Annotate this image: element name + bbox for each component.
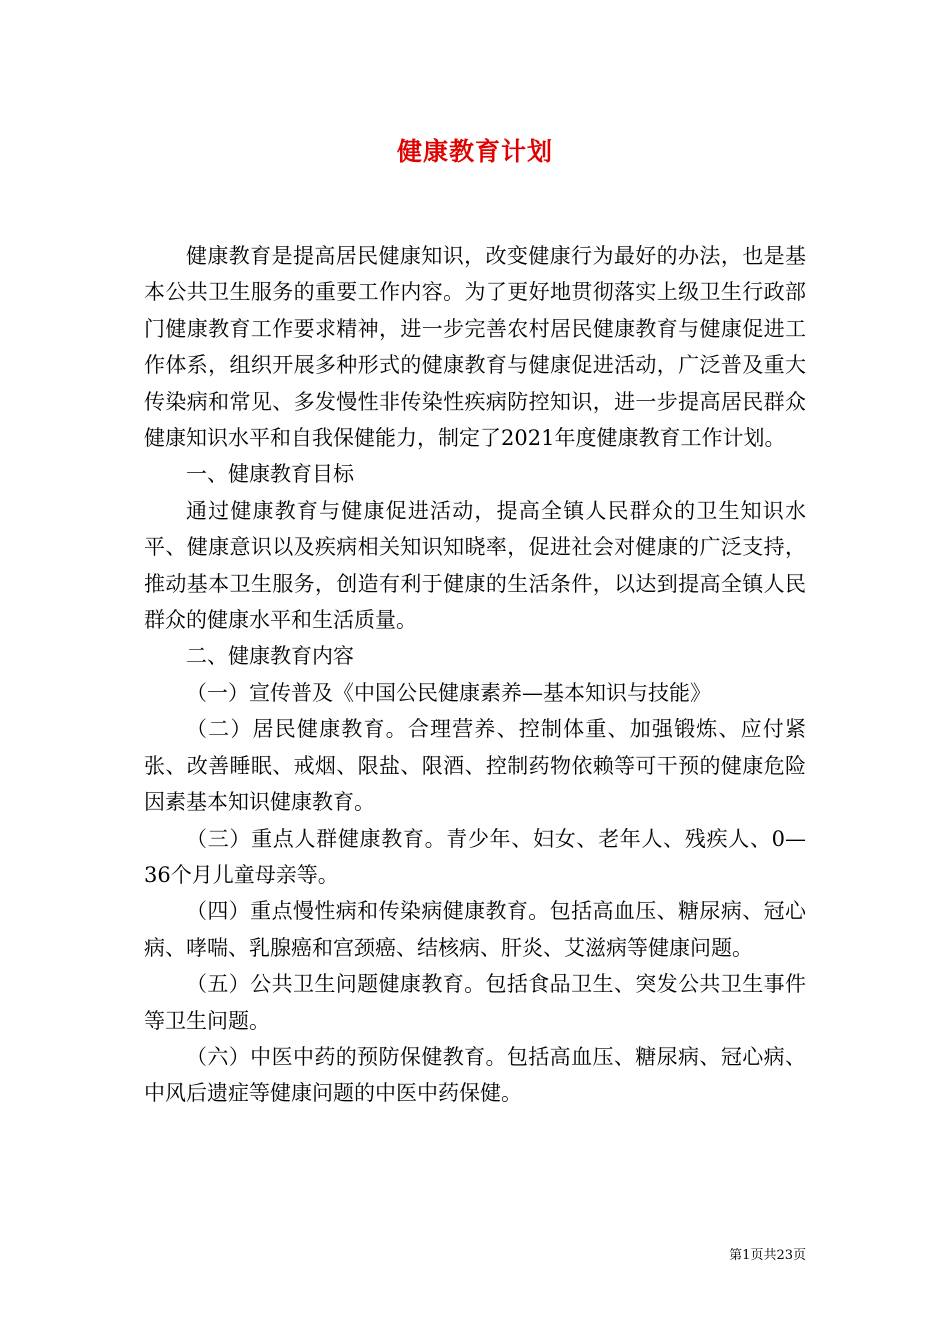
paragraph-item-6: （六）中医中药的预防保健教育。包括高血压、糖尿病、冠心病、中风后遗症等健康问题的中医中药保健。 [144,1044,806,1106]
page-number-footer: 第1页共23页 [729,1248,806,1263]
paragraph-intro: 健康教育是提高居民健康知识，改变健康行为最好的办法，也是基本公共卫生服务的重要工作内容。为了更好地贯彻落实上级卫生行政部门健康教育工作要求精神，进一步完善农村居民健康教育与健康促进工作体系，组织开展多种形式的健康教育与健康促进活动，广泛普及重大传染病和常见、多发慢性非传染性疾病防控知识，进一步提高居民群众健康知识水平和自我保健能力，制定了2021年度健康教育工作计划。 [144,244,806,451]
paragraph-item-2: （二）居民健康教育。合理营养、控制体重、加强锻炼、应付紧张、改善睡眠、戒烟、限盐、限酒、控制药物依赖等可干预的健康危险因素基本知识健康教育。 [144,717,806,815]
paragraph-item-5: （五）公共卫生问题健康教育。包括食品卫生、突发公共卫生事件等卫生问题。 [144,972,806,1033]
section-heading-content: 二、健康教育内容 [186,644,354,669]
paragraph-item-4: （四）重点慢性病和传染病健康教育。包括高血压、糖尿病、冠心病、哮喘、乳腺癌和宫颈癌、结核病、肝炎、艾滋病等健康问题。 [144,899,806,960]
document-body [144,238,806,1112]
document-title: 健康教育计划 [396,137,553,166]
paragraph-item-1: （一）宣传普及《中国公民健康素养—基本知识与技能》 [186,680,711,705]
section-heading-goals: 一、健康教育目标 [186,462,354,487]
paragraph-goals: 通过健康教育与健康促进活动，提高全镇人民群众的卫生知识水平、健康意识以及疾病相关知识知晓率，促进社会对健康的广泛支持，推动基本卫生服务，创造有利于健康的生活条件，以达到提高全镇人民群众的健康水平和生活质量。 [144,498,806,633]
paragraph-item-3: （三）重点人群健康教育。青少年、妇女、老年人、残疾人、0—36个月儿童母亲等。 [144,826,806,887]
